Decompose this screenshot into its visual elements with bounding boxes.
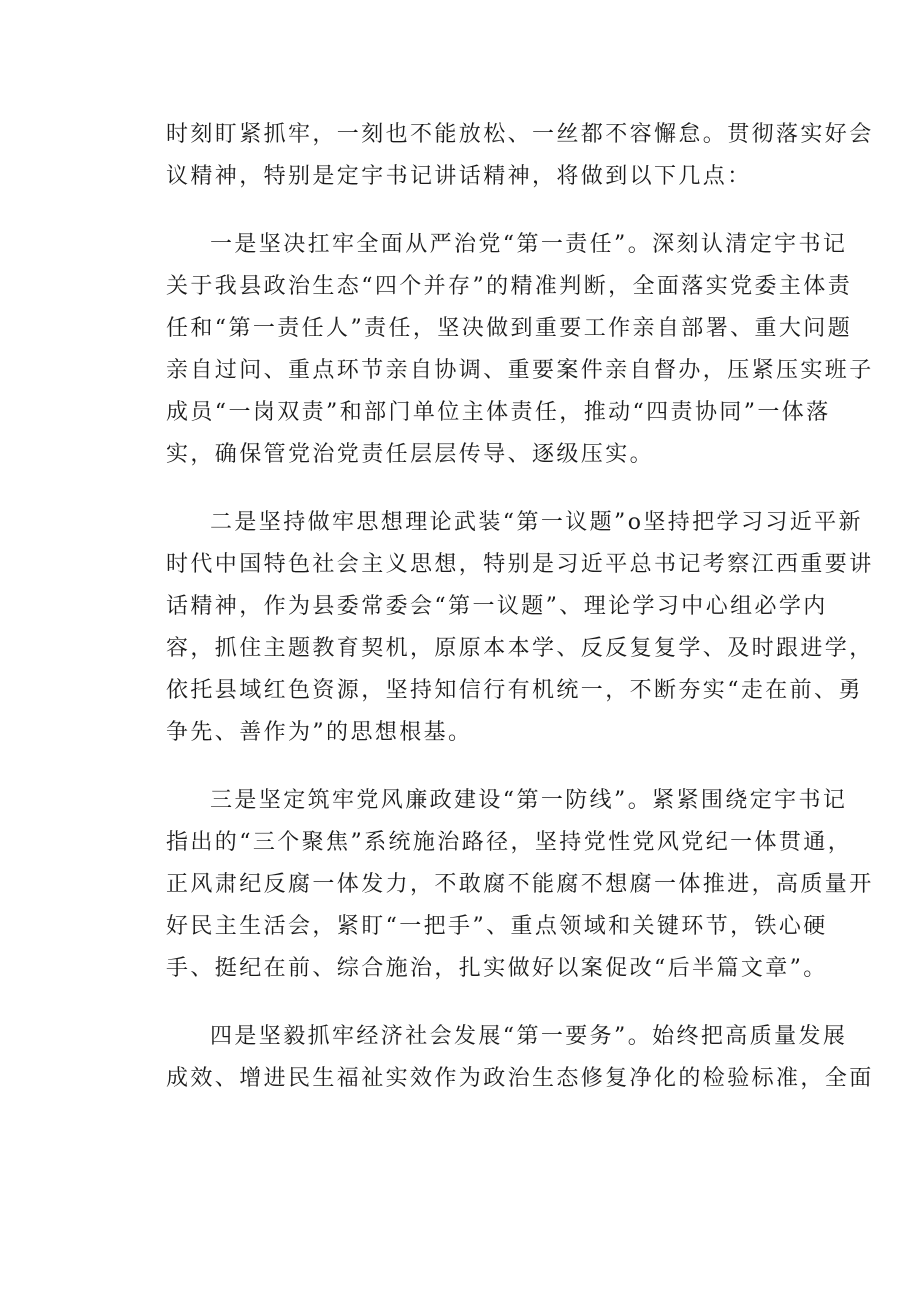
- text-line: 容，抓住主题教育契机，原原本本学、反反复复学、及时跟进学，: [166, 636, 874, 661]
- text-line: 三是坚定筑牢党风廉政建设“第一防线”。紧紧围绕定宇书记: [210, 788, 848, 813]
- text-line: 四是坚毅抓牢经济社会发展“第一要务”。始终把高质量发展: [210, 1024, 848, 1049]
- text-line: 二是坚持做牢思想理论武装“第一议题”o坚持把学习习近平新: [210, 510, 863, 535]
- paragraph-intro: [166, 114, 874, 198]
- text-line: 手、挺纪在前、综合施治，扎实做好以案促改“后半篇文章”。: [166, 956, 828, 981]
- text-line: 时代中国特色社会主义思想，特别是习近平总书记考察江西重要讲: [166, 552, 874, 577]
- text-line: 指出的“三个聚焦”系统施治路径，坚持党性党风党纪一体贯通，: [166, 830, 853, 855]
- text-line: 一是坚决扛牢全面从严治党“第一责任”。深刻认清定宇书记: [210, 232, 848, 257]
- document-body: [166, 114, 874, 1100]
- text-line: 关于我县政治生态“四个并存”的精准判断，全面落实党委主体责: [166, 274, 853, 299]
- text-line: 议精神，特别是定宇书记讲话精神，将做到以下几点：: [166, 164, 752, 189]
- text-line: 话精神，作为县委常委会“第一议题”、理论学习中心组必学内: [166, 594, 828, 619]
- text-line: 成员“一岗双责”和部门单位主体责任，推动“四责协同”一体落: [166, 400, 831, 425]
- text-line: 成效、增进民生福祉实效作为政治生态修复净化的检验标准，全面: [166, 1066, 874, 1091]
- text-line: 时刻盯紧抓牢，一刻也不能放松、一丝都不容懈怠。贯彻落实好会: [166, 122, 874, 147]
- text-line: 好民主生活会，紧盯“一把手”、重点领域和关键环节，铁心硬: [166, 914, 828, 939]
- text-line: 争先、善作为”的思想根基。: [166, 720, 473, 745]
- paragraph-point-4: [166, 1016, 874, 1100]
- text-line: 正风肃纪反腐一体发力，不敢腐不能腐不想腐一体推进，高质量开: [166, 872, 874, 897]
- paragraph-point-1: [166, 224, 874, 476]
- text-line: 依托县域红色资源，坚持知信行有机统一，不断夯实“走在前、勇: [166, 678, 863, 703]
- text-line: 任和“第一责任人”责任，坚决做到重要工作亲自部署、重大问题: [166, 316, 853, 341]
- text-line: 亲自过问、重点环节亲自协调、重要案件亲自督办，压紧压实班子: [166, 358, 874, 383]
- text-line: 实，确保管党治党责任层层传导、逐级压实。: [166, 442, 655, 467]
- paragraph-point-2: [166, 502, 874, 754]
- paragraph-point-3: [166, 780, 874, 990]
